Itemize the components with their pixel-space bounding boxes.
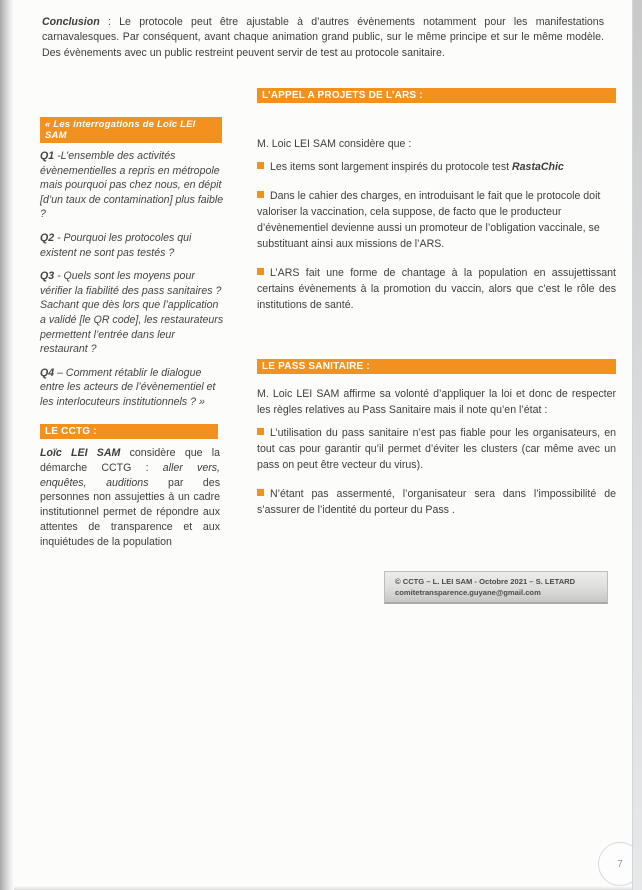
bullet-square-icon [257, 428, 264, 435]
question-item-q1 [40, 149, 224, 222]
question-label: Q4 [40, 366, 55, 379]
question-item-q4 [40, 366, 224, 410]
interrogations-section [40, 117, 224, 419]
pass-bullet-item-2 [257, 486, 616, 518]
footer-credit-line1: © CCTG – L. LEI SAM - Octobre 2021 – S. LETARD [395, 577, 576, 586]
bullet-square-icon [257, 268, 264, 275]
pass-intro: M. Loic LEI SAM affirme sa volonté d’appliquer la loi et donc de respecter les règles relatives au Pass Sanitaire mais il note qu’en l’état : [257, 388, 616, 416]
page-right-edge [632, 0, 642, 890]
pass-bullet1-text: L’utilisation du pass sanitaire n’est pas fiable pour les organisateurs, en tout cas pour garantir qu’il permet d’éviter les clusters (car même avec un pass on peut être vecteur du virus). [257, 427, 616, 471]
question-label: Q3 [40, 270, 55, 283]
ars-bullet1-emphasis: RastaChic [512, 161, 564, 173]
question-text: - Quels sont les moyens pour vérifier la fiabilité des pass sanitaires ? Sachant que dès lors que l’application a validé [le QR code], les restaurateurs permettent l’entrée dans leur restaurant ? [40, 270, 224, 356]
section-header-cctg: LE CCTG : [40, 424, 218, 439]
ars-bullet-item-1 [257, 159, 616, 175]
ars-bullet3-text: L’ARS fait une forme de chantage à la population en assujettissant certains évènements à la promotion du vaccin, alors que c’est le rôle des institutions de santé. [257, 267, 616, 311]
footer-credit-box [384, 571, 608, 604]
ars-bullet2-text: Dans le cahier des charges, en introduisant le fait que le protocole doit valoriser la vaccination, cela suppose, de facto que le producteur d’évènementiel devienne aussi un promoteur de l’obligation vaccinale, se substituant ainsi aux missions de l’ARS. [257, 190, 601, 250]
section-header-ars: L’APPEL A PROJETS DE L’ARS : [257, 88, 616, 103]
page-bottom-edge [0, 886, 642, 890]
question-label: Q2 [40, 231, 55, 244]
section-header-interrogations: « Les interrogations de Loïc LEI SAM [40, 117, 222, 143]
conclusion-paragraph [42, 15, 604, 61]
cctg-text-tail: par des personnes non assujetties à un cadre institutionnel permet de répondre aux attentes de transparence et aux inquiétudes de la population [40, 476, 220, 548]
ars-bullet-item-3 [257, 265, 616, 313]
pass-sanitaire-section [257, 359, 616, 518]
question-text: -L’ensemble des activités évènementielles a repris en métropole mais pourquoi pas chez nous, en dépit [d’un taux de contamination] plus faible ? [40, 150, 224, 221]
cctg-person-name: Loïc LEI SAM [40, 447, 121, 459]
section-header-pass: LE PASS SANITAIRE : [257, 359, 616, 374]
question-text: – Comment rétablir le dialogue entre les acteurs de l’évènementiel et les interlocuteurs institutionnels ? » [40, 366, 216, 408]
bullet-square-icon [257, 489, 264, 496]
page-number: 7 [617, 858, 623, 870]
ars-bullet1-text: Les items sont largement inspirés du protocole test [270, 161, 513, 173]
cctg-text-mid: considère que la démarche CCTG : [40, 447, 221, 474]
page-left-edge [0, 0, 14, 890]
conclusion-text: : Le protocole peut être ajustable à d’autres évènements notamment pour les manifestations carnavalesques. Par conséquent, avant chaque animation grand public, sur le même principe et sur le même modèle. Des évènements avec un public restreint peuvent servir de test au protocole sanitaire. [42, 16, 604, 59]
ars-intro: M. Loic LEI SAM considère que : [257, 138, 412, 150]
cctg-section [40, 424, 220, 550]
pass-bullet2-text: N’étant pas assermenté, l’organisateur sera dans l’impossibilité de s’assurer de l’identité du porteur du Pass . [257, 488, 616, 516]
ars-section [257, 88, 616, 313]
bullet-square-icon [257, 162, 264, 169]
question-label: Q1 [40, 150, 55, 162]
question-item-q3 [40, 269, 224, 357]
pass-bullet-item-1 [257, 425, 616, 473]
bullet-square-icon [257, 191, 264, 198]
conclusion-label: Conclusion [42, 16, 100, 28]
ars-bullet-item-2 [257, 188, 616, 252]
question-item-q2 [40, 231, 224, 260]
footer-credit-email: comitetransparence.guyane@gmail.com [395, 587, 541, 597]
question-text: - Pourquoi les protocoles qui existent ne sont pas testés ? [40, 231, 192, 259]
cctg-paragraph [40, 446, 220, 550]
cctg-text-italic: aller vers, enquêtes, auditions [40, 461, 220, 489]
